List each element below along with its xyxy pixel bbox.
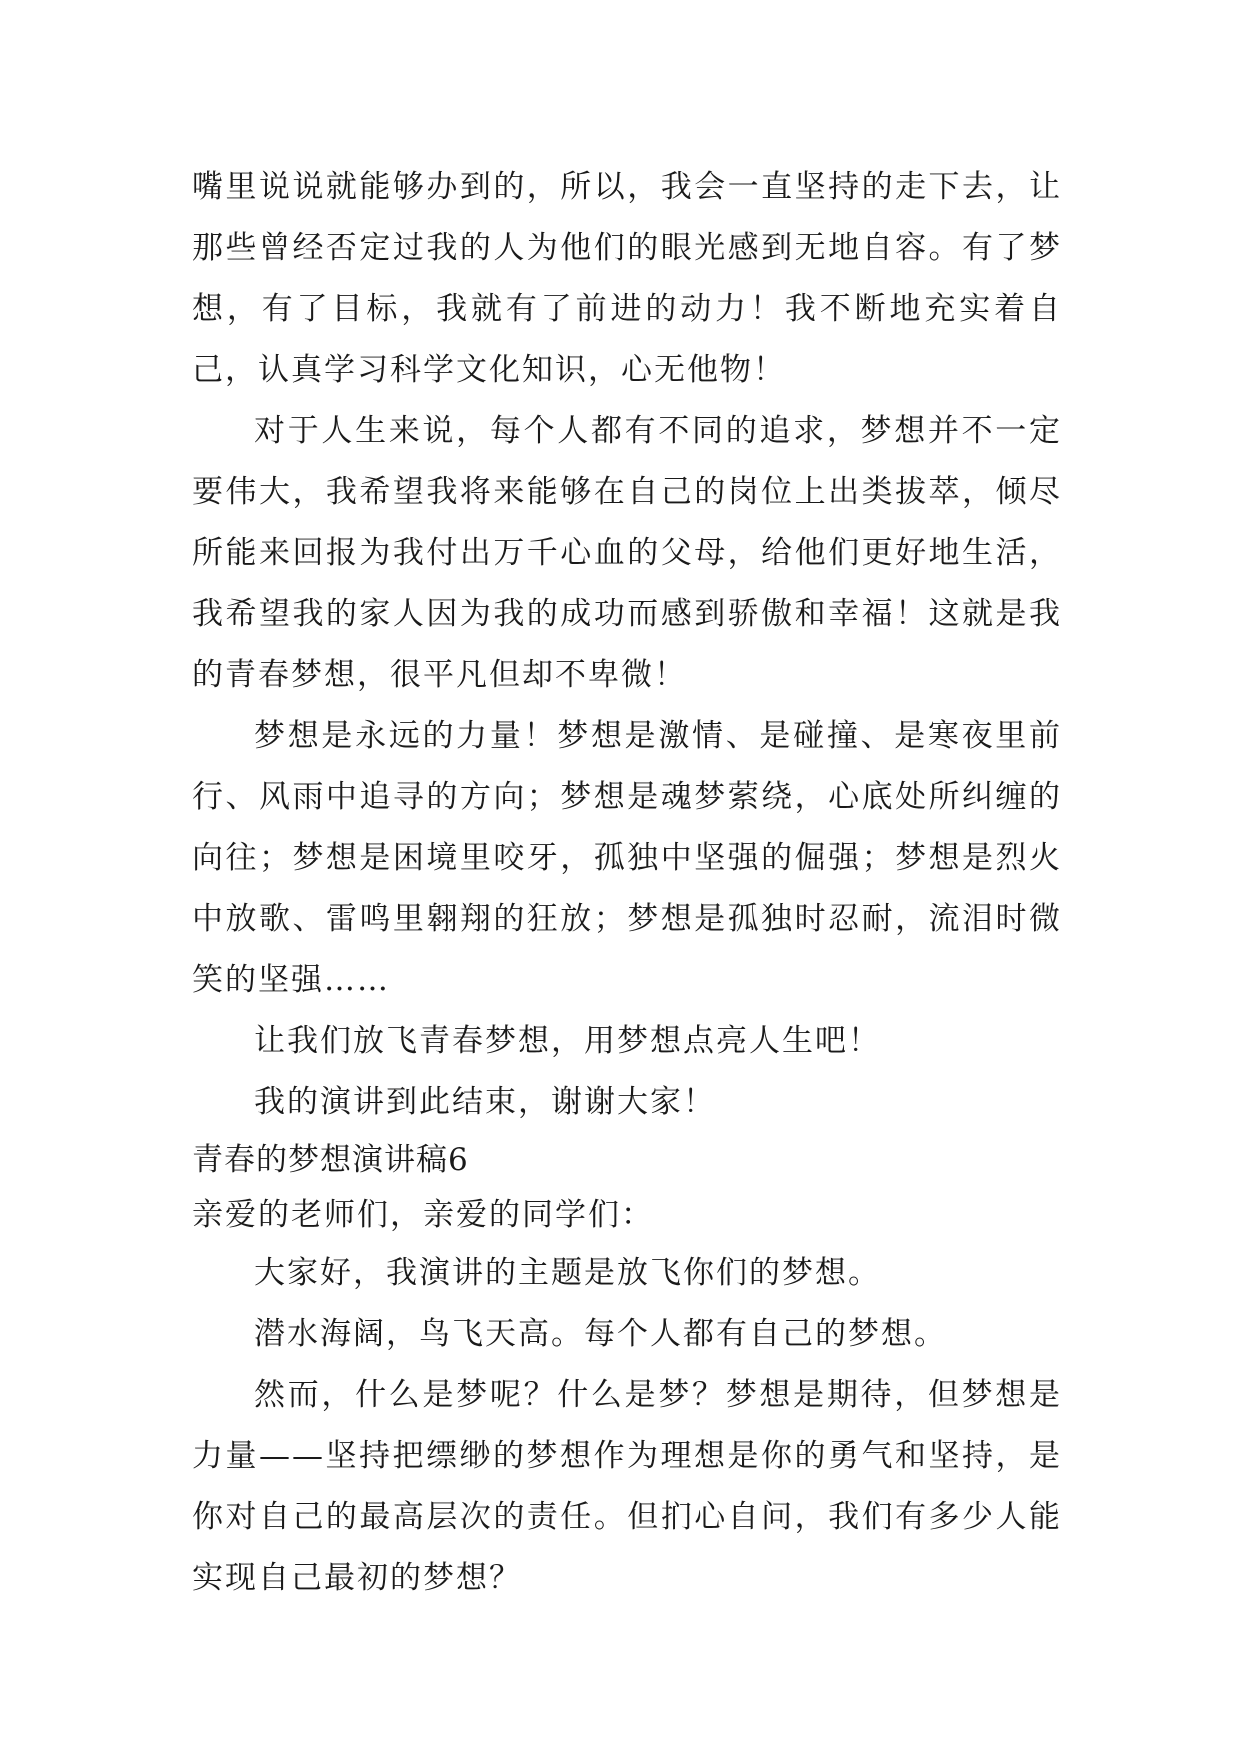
paragraph: 梦想是永远的力量！梦想是激情、是碰撞、是寒夜里前行、风雨中追寻的方向；梦想是魂梦萦绕，心底处所纠缠的向往；梦想是困境里咬牙，孤独中坚强的倔强；梦想是烈火中放歌、雷鸣里翱翔的狂放；梦想是孤独时忍耐，流泪时微笑的坚强…… [192, 718, 1062, 998]
document-body [192, 157, 1062, 1609]
paragraph: 大家好，我演讲的主题是放飞你们的梦想。 [254, 1255, 881, 1291]
salutation: 亲爱的老师们，亲爱的同学们： [192, 1197, 654, 1233]
paragraph: 对于人生来说，每个人都有不同的追求，梦想并不一定要伟大，我希望我将来能够在自己的岗位上出类拔萃，倾尽所能来回报为我付出万千心血的父母，给他们更好地生活，我希望我的家人因为我的成功而感到骄傲和幸福！这就是我的青春梦想，很平凡但却不卑微！ [192, 413, 1062, 693]
paragraph: 我的演讲到此结束，谢谢大家！ [254, 1084, 716, 1120]
paragraph: 然而，什么是梦呢？什么是梦？梦想是期待，但梦想是力量——坚持把缥缈的梦想作为理想是你的勇气和坚持，是你对自己的最高层次的责任。但扪心自问，我们有多少人能实现自己最初的梦想？ [192, 1377, 1062, 1596]
paragraph: 潜水海阔，鸟飞天高。每个人都有自己的梦想。 [254, 1316, 947, 1352]
paragraph: 嘴里说说就能够办到的，所以，我会一直坚持的走下去，让那些曾经否定过我的人为他们的眼光感到无地自容。有了梦想，有了目标，我就有了前进的动力！我不断地充实着自己，认真学习科学文化知识，心无他物！ [192, 169, 1062, 388]
paragraph: 让我们放飞青春梦想，用梦想点亮人生吧！ [254, 1023, 881, 1059]
section-heading: 青春的梦想演讲稿6 [192, 1142, 469, 1178]
